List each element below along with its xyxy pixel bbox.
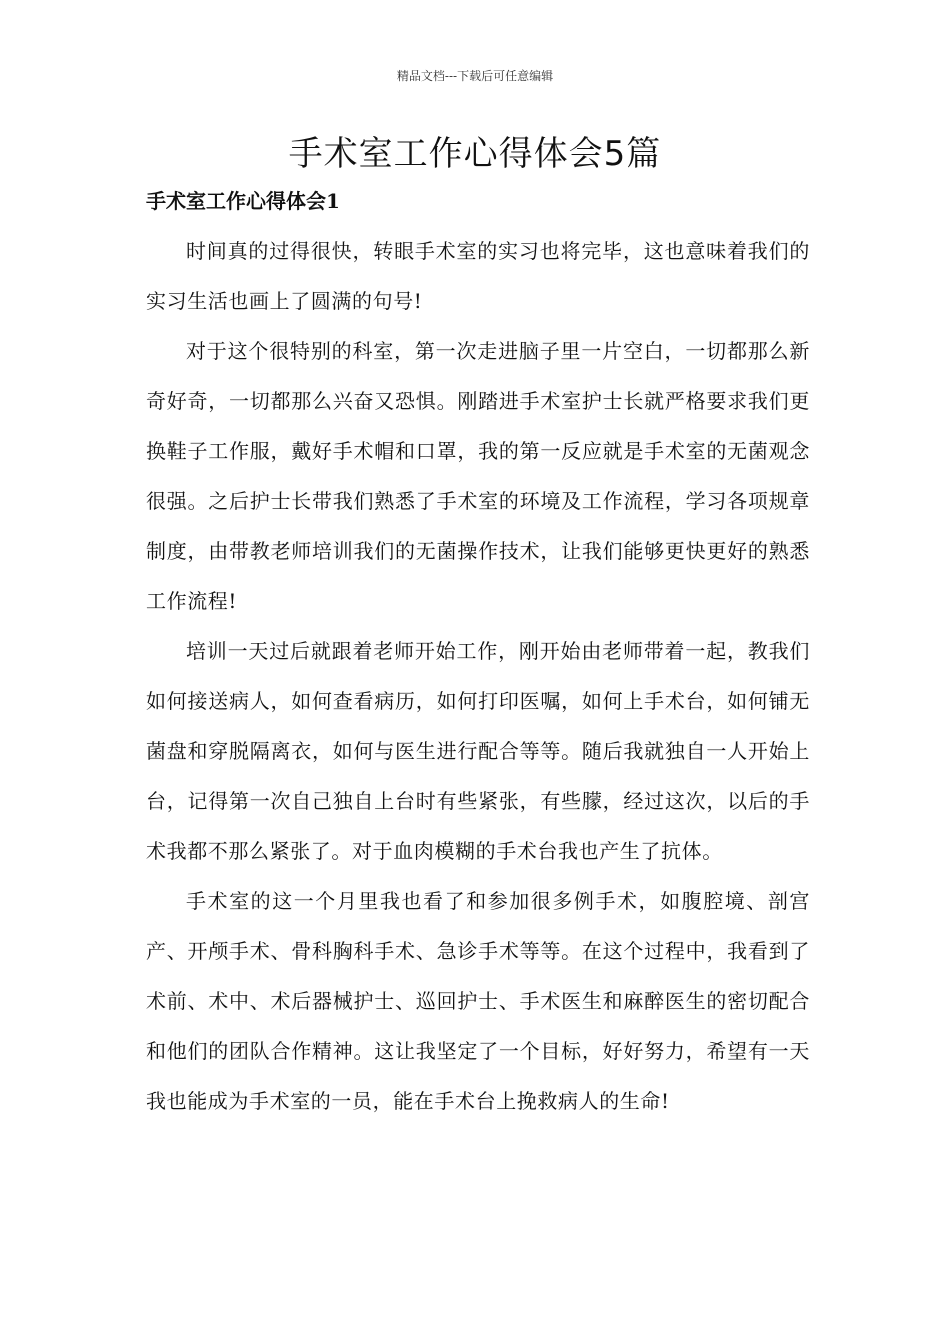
paragraph-1: 时间真的过得很快，转眼手术室的实习也将完毕，这也意味着我们的实习生活也画上了圆满的句号! xyxy=(146,239,810,313)
document-body xyxy=(146,226,810,1126)
section-heading: 手术室工作心得体会1 xyxy=(146,189,340,213)
paragraph-3: 培训一天过后就跟着老师开始工作，刚开始由老师带着一起，教我们如何接送病人，如何查看病历，如何打印医嘱，如何上手术台，如何铺无菌盘和穿脱隔离衣，如何与医生进行配合等等。随后我就独自一人开始上台，记得第一次自己独自上台时有些紧张，有些朦，经过这次，以后的手术我都不那么紧张了。对于血肉模糊的手术台我也产生了抗体。 xyxy=(146,639,810,863)
page-header-note: 精品文档---下载后可任意编辑 xyxy=(396,69,554,83)
paragraph-2: 对于这个很特别的科室，第一次走进脑子里一片空白，一切都那么新奇好奇，一切都那么兴奋又恐惧。刚踏进手术室护士长就严格要求我们更换鞋子工作服，戴好手术帽和口罩，我的第一反应就是手术室的无菌观念很强。之后护士长带我们熟悉了手术室的环境及工作流程，学习各项规章制度，由带教老师培训我们的无菌操作技术，让我们能够更快更好的熟悉工作流程! xyxy=(146,339,810,613)
document-title: 手术室工作心得体会5篇 xyxy=(288,134,662,174)
paragraph-4: 手术室的这一个月里我也看了和参加很多例手术，如腹腔境、剖宫产、开颅手术、骨科胸科手术、急诊手术等等。在这个过程中，我看到了术前、术中、术后器械护士、巡回护士、手术医生和麻醉医生的密切配合和他们的团队合作精神。这让我坚定了一个目标，好好努力，希望有一天我也能成为手术室的一员，能在手术台上挽救病人的生命! xyxy=(146,889,810,1113)
